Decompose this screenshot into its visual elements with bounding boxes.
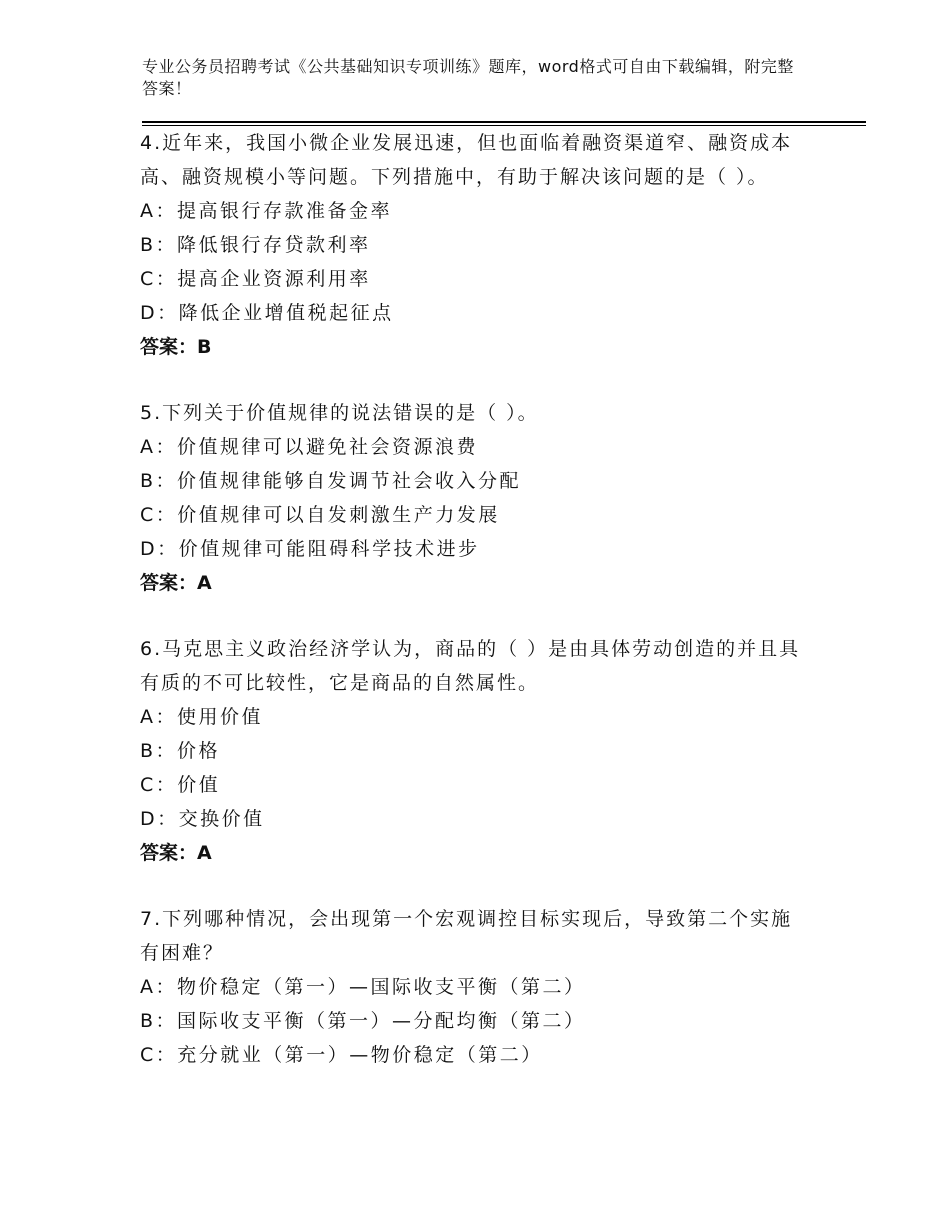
answer-label: 答案：: [140, 842, 198, 864]
question-stem: 4.近年来，我国小微企业发展迅速，但也面临着融资渠道窄、融资成本高、融资规模小等问题。下列措施中，有助于解决该问题的是（ ）。: [140, 132, 793, 188]
option-a: A：使用价值: [140, 706, 263, 728]
question-4: [140, 126, 810, 364]
question-6: [140, 632, 810, 870]
question-stem: 6.马克思主义政治经济学认为，商品的（ ）是由具体劳动创造的并且具有质的不可比较性，它是商品的自然属性。: [140, 638, 801, 694]
answer-value: A: [197, 572, 212, 594]
option-d: D：价值规律可能阻碍科学技术进步: [140, 538, 480, 560]
option-c: C：价值规律可以自发刺激生产力发展: [140, 504, 500, 526]
document-header: 专业公务员招聘考试《公共基础知识专项训练》题库，word格式可自由下载编辑，附完整答案！: [142, 57, 794, 98]
option-b: B：降低银行存贷款利率: [140, 234, 371, 256]
answer-label: 答案：: [140, 336, 198, 358]
option-b: B：价值规律能够自发调节社会收入分配: [140, 470, 522, 492]
question-stem: 7.下列哪种情况，会出现第一个宏观调控目标实现后，导致第二个实施有困难？: [140, 908, 793, 964]
question-5: [140, 396, 810, 600]
option-b: B：价格: [140, 740, 221, 762]
answer-value: A: [197, 842, 212, 864]
answer-line: [140, 330, 810, 364]
header-rule-thick: [142, 121, 866, 123]
option-c: C：提高企业资源利用率: [140, 268, 371, 290]
answer-line: [140, 566, 810, 600]
option-a: A：价值规律可以避免社会资源浪费: [140, 436, 478, 458]
answer-label: 答案：: [140, 572, 198, 594]
option-a: A：提高银行存款准备金率: [140, 200, 392, 222]
option-c: C：价值: [140, 774, 221, 796]
option-d: D：交换价值: [140, 808, 265, 830]
option-b: B：国际收支平衡（第一）—分配均衡（第二）: [140, 1010, 586, 1032]
question-stem: 5.下列关于价值规律的说法错误的是（ ）。: [140, 402, 539, 424]
option-d: D：降低企业增值税起征点: [140, 302, 394, 324]
option-a: A：物价稳定（第一）—国际收支平衡（第二）: [140, 976, 586, 998]
question-list: [140, 126, 810, 1104]
answer-value: B: [197, 336, 212, 358]
answer-line: [140, 836, 810, 870]
option-c: C：充分就业（第一）—物价稳定（第二）: [140, 1044, 543, 1066]
question-7: [140, 902, 810, 1072]
